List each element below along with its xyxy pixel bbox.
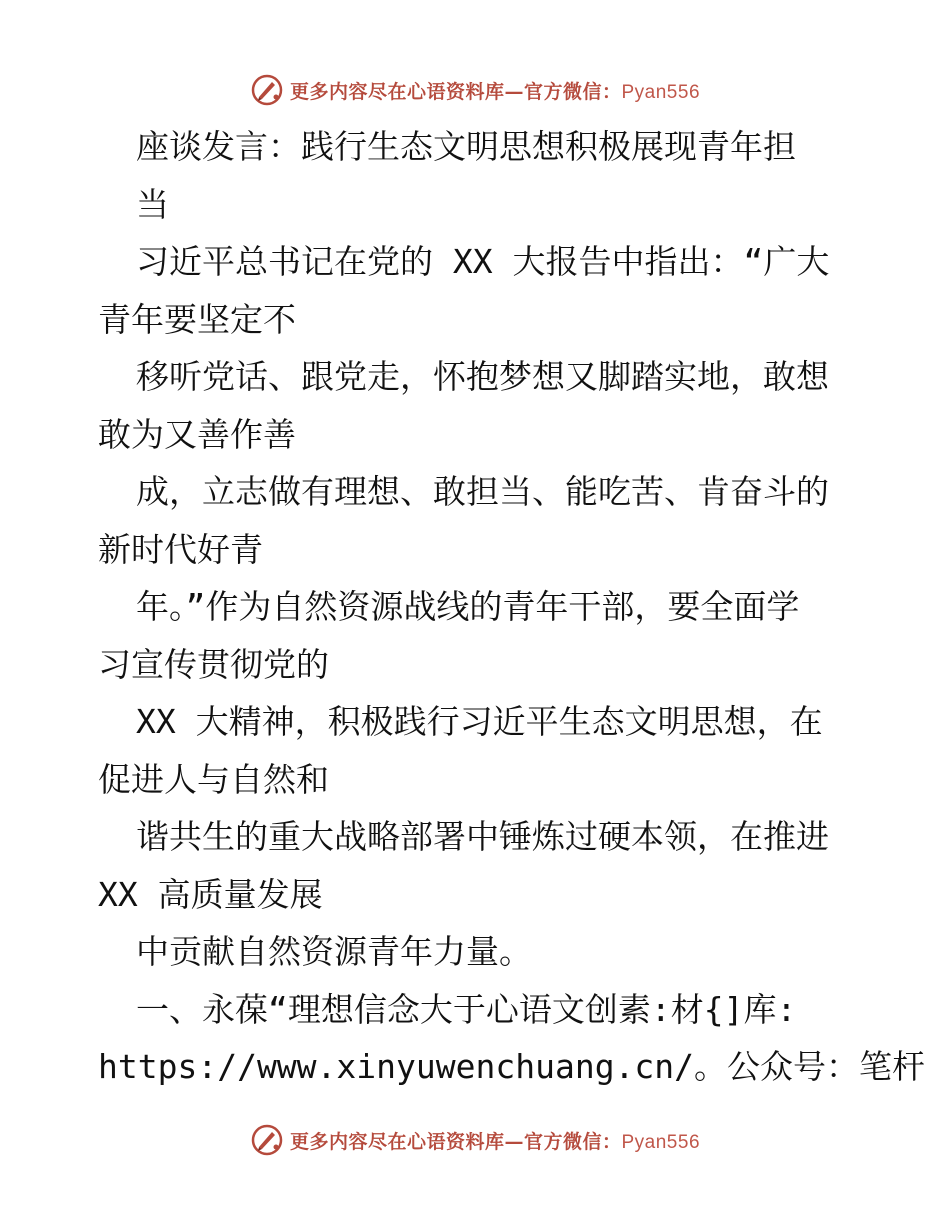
text-line: 习宣传贯彻党的 xyxy=(98,644,329,684)
text-line: 当 xyxy=(136,184,169,224)
pen-logo-icon xyxy=(250,73,284,107)
text-line: 一、永葆“理想信念大于心语文创素:材{]库: xyxy=(136,989,797,1029)
text-line: 成，立志做有理想、敢担当、能吃苦、肯奋斗的 xyxy=(136,472,829,511)
text-line: 座谈发言：践行生态文明思想积极展现青年担 xyxy=(136,127,796,166)
text-line: 敢为又善作善 xyxy=(98,414,296,454)
text-line: 移听党话、跟党走，怀抱梦想又脚踏实地，敢想 xyxy=(136,357,829,396)
text-line: XX 高质量发展 xyxy=(98,874,323,914)
text-line: 青年要坚定不 xyxy=(98,299,296,339)
text-line: 促进人与自然和 xyxy=(98,759,329,799)
document-body xyxy=(98,118,926,1096)
text-line: 中贡献自然资源青年力量。 xyxy=(136,932,532,971)
text-line: 谐共生的重大战略部署中锤炼过硬本领，在推进 xyxy=(136,817,829,856)
header-watermark xyxy=(0,70,950,110)
text-line: 年。”作为自然资源战线的青年干部，要全面学 xyxy=(136,587,800,626)
text-line: https://www.xinyuwenchuang.cn/。公众号：笔杆 xyxy=(98,1047,926,1086)
text-line: XX 大精神，积极践行习近平生态文明思想，在 xyxy=(136,702,823,741)
pen-logo-icon xyxy=(250,1123,284,1157)
text-line: 新时代好青 xyxy=(98,529,263,569)
text-line: 习近平总书记在党的 XX 大报告中指出：“广大 xyxy=(136,242,830,281)
watermark-text: 更多内容尽在心语资料库—官方微信：Pyan556 xyxy=(289,80,701,103)
watermark-text: 更多内容尽在心语资料库—官方微信：Pyan556 xyxy=(289,1130,701,1153)
footer-watermark xyxy=(0,1120,950,1160)
